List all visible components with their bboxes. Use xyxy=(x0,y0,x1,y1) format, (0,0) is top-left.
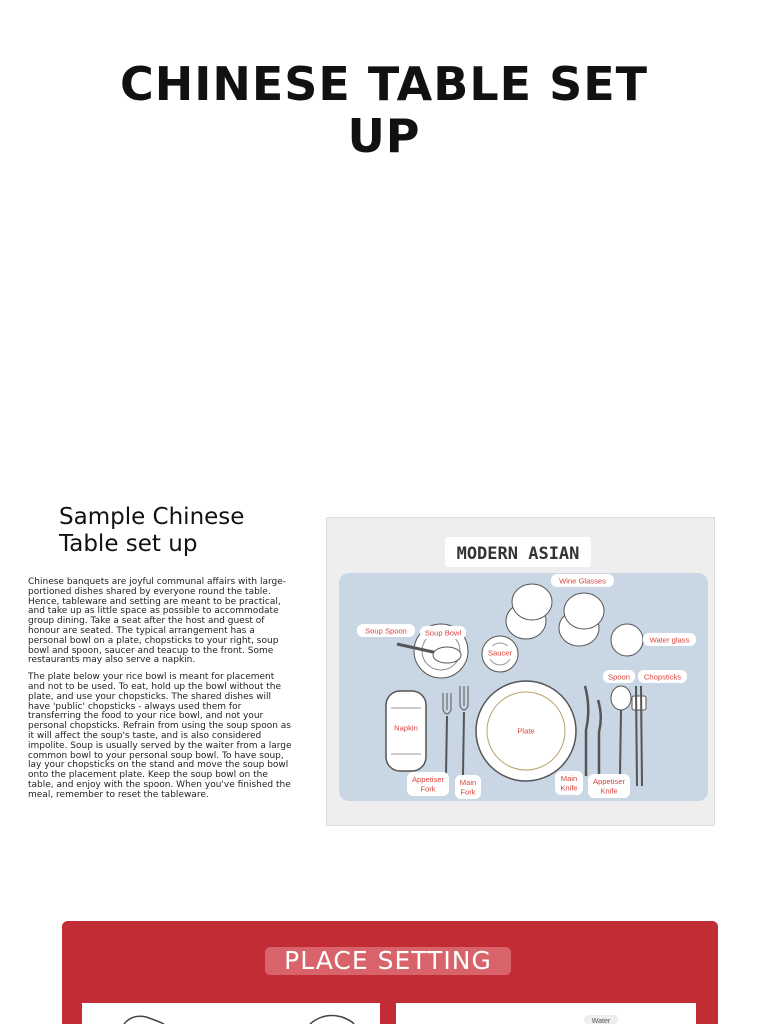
svg-text:Fork: Fork xyxy=(460,787,476,797)
paragraph-1: Chinese banquets are joyful communal affairs with large-portioned dishes shared by everyone round the table. Hence, tableware and setting are meant to be practical, and take up as little space as possible to accommodate group dining. Take a seat after the host and guest of honour are seated. The typical arrangement has a personal bowl on a plate, chopsticks to your right, soup bowl and spoon, saucer and teacup to the front. Some restaurants may also serve a napkin. xyxy=(28,577,287,666)
svg-text:Plate: Plate xyxy=(517,726,535,736)
label-soup-spoon xyxy=(357,624,415,637)
svg-text:Napkin: Napkin xyxy=(394,723,418,733)
water-glass-icon xyxy=(611,624,643,656)
diagram-heading: MODERN ASIAN xyxy=(456,544,580,564)
svg-text:Water glass: Water glass xyxy=(649,635,690,645)
page-title xyxy=(60,58,708,162)
section-subtitle xyxy=(59,504,319,558)
label-wine-glasses xyxy=(551,574,614,587)
body-text xyxy=(28,578,294,808)
svg-text:Fork: Fork xyxy=(420,784,436,794)
label-appetiser-fork xyxy=(407,772,449,796)
svg-text:Knife: Knife xyxy=(600,786,618,796)
svg-text:Spoon: Spoon xyxy=(608,672,630,682)
label-plate xyxy=(510,724,542,737)
page-title-line-1: CHINESE TABLE SET xyxy=(119,57,648,111)
svg-text:Soup Bowl: Soup Bowl xyxy=(424,628,462,638)
label-napkin xyxy=(390,721,422,734)
svg-text:Appetiser: Appetiser xyxy=(411,775,445,784)
label-spoon xyxy=(603,670,635,683)
svg-text:Appetiser: Appetiser xyxy=(592,777,626,786)
label-main-knife xyxy=(555,771,583,795)
banner-panel-right xyxy=(396,1003,696,1024)
section-subtitle-line-2: Table set up xyxy=(59,531,198,557)
svg-text:Saucer: Saucer xyxy=(487,648,513,658)
place-setting-banner xyxy=(62,921,718,1024)
label-main-fork xyxy=(455,775,481,799)
svg-text:Soup Spoon: Soup Spoon xyxy=(365,626,407,636)
label-water-glass xyxy=(643,633,696,646)
table-setting-diagram xyxy=(326,517,715,826)
section-subtitle-line-1: Sample Chinese xyxy=(59,504,245,530)
label-appetiser-knife xyxy=(588,774,630,798)
banner-water-label: Water xyxy=(591,1018,611,1024)
svg-text:Chopsticks: Chopsticks xyxy=(643,672,682,682)
svg-text:Main: Main xyxy=(560,774,578,783)
page-title-line-2: UP xyxy=(347,109,421,163)
svg-text:Main: Main xyxy=(459,778,477,787)
paragraph-2: The plate below your rice bowl is meant for placement and not to be used. To eat, hold up the bowl without the plate, and use your chopsticks. The shared dishes will have 'public' chopsticks - always used them for transferring the food to your rice bowl, and not your personal chopsticks. Refrain from using the soup spoon as it will affect the soup's taste, and is also considered impolite. Soup is usually served by the waiter from a large common bowl to your personal soup bowl. To have soup, lay your chopsticks on the stand and move the soup bowl onto the placement plate. Keep the soup bowl on the table, and enjoy with the spoon. When you've finished the meal, remember to reset the tableware. xyxy=(28,672,292,800)
label-chopsticks xyxy=(638,670,687,683)
svg-text:Wine Glasses: Wine Glasses xyxy=(559,576,606,586)
banner-heading: PLACE SETTING xyxy=(284,946,492,975)
label-saucer xyxy=(484,646,516,659)
svg-text:Knife: Knife xyxy=(560,783,578,793)
label-soup-bowl xyxy=(420,626,466,639)
